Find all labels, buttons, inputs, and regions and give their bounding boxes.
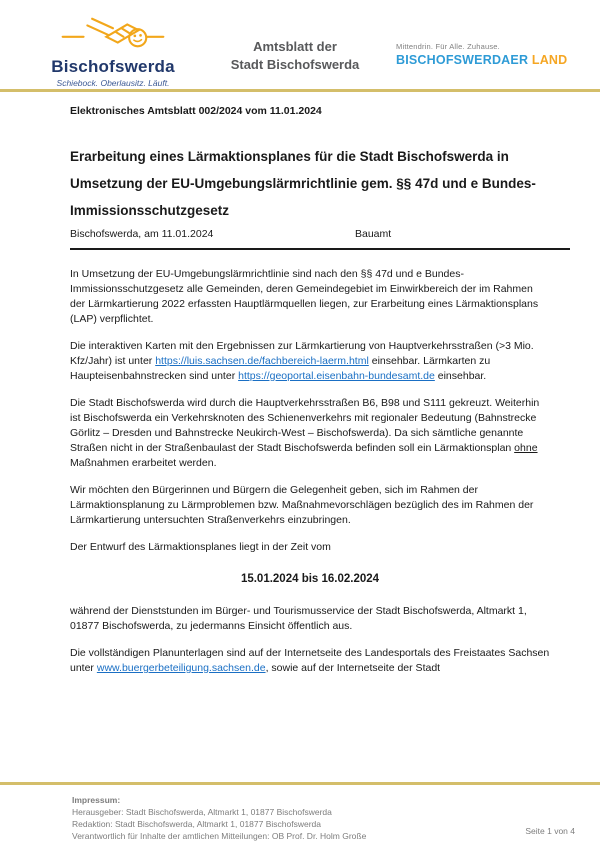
brand-slogan: Mittendrin. Für Alle. Zuhause.	[396, 42, 500, 51]
paragraph-2	[70, 339, 550, 384]
paragraph-2-text-3: einsehbar.	[434, 370, 487, 382]
schiebock-mascot-icon	[58, 39, 168, 56]
article-dateline: Bischofswerda, am 11.01.2024	[70, 228, 214, 240]
paragraph-4: Wir möchten den Bürgerinnen und Bürgern die Gelegenheit geben, sich im Rahmen der Lärmaktionsplanung zu Lärmproblemen bzw. Maßnahmevorschlägen bezüglich des im Rahmen der Lärmkartierung untersuchten Straßenverkehrs einzubringen.	[70, 484, 534, 526]
brand-name-accent: LAND	[531, 53, 568, 67]
display-date-range: 15.01.2024 bis 16.02.2024	[240, 573, 380, 585]
article-department: Bauamt	[355, 228, 392, 240]
page-number: Seite 1 von 4	[525, 826, 575, 836]
masthead-line1: Amtsblatt der	[253, 39, 337, 54]
impressum-heading: Impressum:	[72, 795, 121, 805]
paragraph-7-text-2: , sowie auf der Internetseite der Stadt	[265, 662, 441, 674]
article-title: Erarbeitung eines Lärmaktionsplanes für die Stadt Bischofswerda in Umsetzung der EU-Umgebungslärmrichtlinie gem. §§ 47d und e Bundes-Immissionsschutzgesetz	[70, 149, 536, 218]
paragraph-7-text-1: Die vollständigen Planunterlagen sind auf der Internetseite des Landesportals des Freistaates Sachsen unter	[70, 647, 550, 674]
masthead-line2: Stadt Bischofswerda	[230, 57, 360, 72]
title-separator-rule	[70, 248, 570, 250]
paragraph-3-text-1: Die Stadt Bischofswerda wird durch die Hauptverkehrsstraßen B6, B98 und S111 gekreuzt. Weiterhin ist Bischofswerda ein Verkehrsknoten des Schienenverkehrs mit regionaler Bedeutung (Bahnstrecke Görlitz – Dresden und Bahnstrecke Neukirch-West – Bischofswerda). Da sich sämtliche genannte Straßen nicht in der Straßenbaulast der Stadt Bischofswerda befinden soll ein Lärmaktionsplan	[70, 397, 540, 454]
brand-mark	[396, 42, 576, 67]
paragraph-2-text-1: Die interaktiven Karten mit den Ergebnissen zur Lärmkartierung von Hauptverkehrsstraßen (>3 Mio. Kfz/Jahr) ist unter	[70, 340, 534, 367]
document-content	[0, 105, 600, 676]
impressum-responsible: Verantwortlich für Inhalte der amtlichen Mitteilungen: OB Prof. Dr. Holm Große	[72, 831, 367, 841]
brand-name	[396, 53, 576, 67]
paragraph-2-text-2: einsehbar. Lärmkarten zu Haupteisenbahnstrecken sind unter	[70, 355, 491, 382]
dateline-row	[70, 228, 550, 240]
paragraph-5: Der Entwurf des Lärmaktionsplanes liegt in der Zeit vom	[70, 541, 331, 553]
emphasis-ohne: ohne	[514, 442, 538, 454]
link-luis-sachsen[interactable]: https://luis.sachsen.de/fachbereich-laerm.html	[155, 355, 369, 367]
page-footer	[0, 782, 600, 850]
link-geoportal-eisenbahn[interactable]: https://geoportal.eisenbahn-bundesamt.de	[238, 370, 435, 382]
link-buergerbeteiligung[interactable]: www.buergerbeteiligung.sachsen.de	[96, 662, 266, 674]
paragraph-3-text-2: Maßnahmen erarbeitet werden.	[70, 457, 217, 469]
paragraph-7	[70, 646, 550, 676]
paragraph-1: In Umsetzung der EU-Umgebungslärmrichtlinie sind nach den §§ 47d und e Bundes-Immissionsschutzgesetz alle Gemeinden, deren Gemeindegebiet im Einwirkbereich der im Rahmen der Lärmkartierung 2022 erfassten Hauptlärmquellen liegen, zur Erarbeitung eines Lärmaktionsplans (LAP) verpflichtet.	[70, 268, 539, 325]
paragraph-6: während der Dienststunden im Bürger- und Tourismusservice der Stadt Bischofswerda, Altmarkt 1, 01877 Bischofswerda, zu jedermanns Einsicht öffentlich aus.	[70, 605, 527, 632]
impressum-editor: Redaktion: Stadt Bischofswerda, Altmarkt 1, 01877 Bischofswerda	[72, 819, 321, 829]
page-header	[0, 0, 600, 92]
impressum-publisher: Herausgeber: Stadt Bischofswerda, Altmarkt 1, 01877 Bischofswerda	[72, 807, 332, 817]
article-body	[70, 267, 550, 676]
brand-name-primary: BISCHOFSWERDAER	[396, 53, 529, 67]
paragraph-3	[70, 396, 550, 471]
logo-city-name: Bischofswerda	[51, 57, 175, 76]
logo-tagline: Schiebock. Oberlausitz. Läuft.	[56, 78, 170, 88]
city-logo	[38, 14, 188, 88]
issue-line: Elektronisches Amtsblatt 002/2024 vom 11.01.2024	[70, 105, 322, 117]
masthead	[190, 38, 400, 74]
